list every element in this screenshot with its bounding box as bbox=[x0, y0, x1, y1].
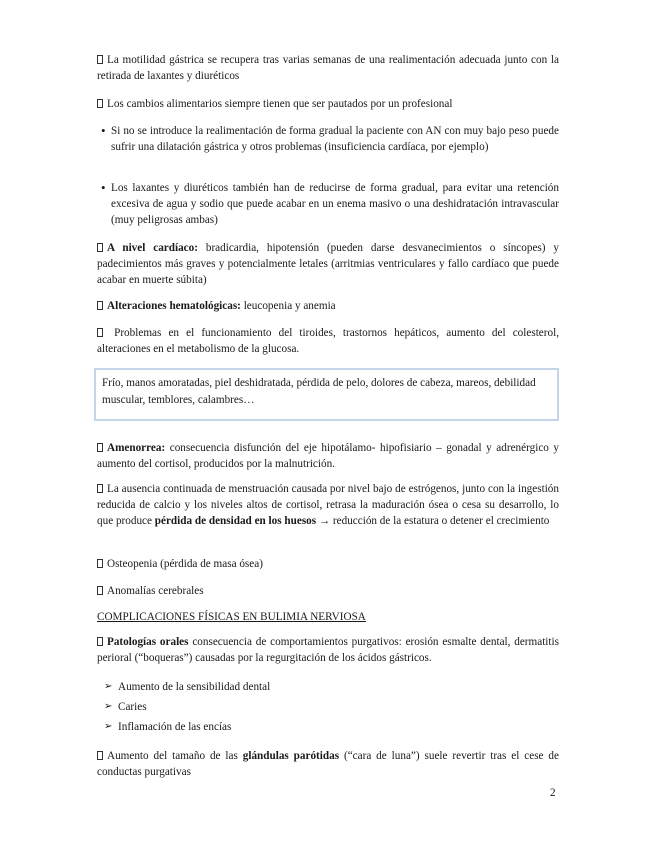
section-heading: COMPLICACIONES FÍSICAS EN BULIMIA NERVIOSA bbox=[97, 611, 366, 623]
missing-glyph-icon bbox=[97, 443, 103, 452]
missing-glyph-icon bbox=[97, 586, 103, 595]
page-number: 2 bbox=[550, 787, 556, 799]
arrow-bullet-icon: ➢ bbox=[104, 701, 113, 712]
symptoms-box: Frío, manos amoratadas, piel deshidratada, pérdida de pelo, dolores de cabeza, mareos, debilidad muscular, temblores, calambres… bbox=[94, 368, 559, 421]
paragraph-osteopenia: Osteopenia (pérdida de masa ósea) bbox=[97, 556, 559, 572]
bullet-dot-icon: • bbox=[101, 180, 106, 195]
arrow-item-gums: ➢ Inflamación de las encías bbox=[118, 719, 558, 735]
arrow-bullet-icon: ➢ bbox=[104, 681, 113, 692]
arrow-item-sensitivity: ➢ Aumento de la sensibilidad dental bbox=[118, 679, 558, 695]
bullet-item-realimentation: • Si no se introduce la realimentación de forma gradual la paciente con AN con muy bajo peso puede sufrir una dilatación gástrica y otros problemas (insuficiencia cardíaca, por ejemplo) bbox=[101, 123, 559, 154]
bullet-dot-icon: • bbox=[101, 123, 106, 138]
missing-glyph-icon bbox=[97, 55, 103, 64]
missing-glyph-icon bbox=[97, 243, 103, 252]
paragraph-hematologic: Alteraciones hematológicas: leucopenia y anemia bbox=[97, 298, 559, 314]
paragraph-gastric-motility: La motilidad gástrica se recupera tras varias semanas de una realimentación adecuada junto con la retirada de laxantes y diuréticos bbox=[97, 54, 559, 83]
paragraph-thyroid: Problemas en el funcionamiento del tiroides, trastornos hepáticos, aumento del colesterol, alteraciones en el metabolismo de la glucosa. bbox=[97, 327, 559, 356]
missing-glyph-icon bbox=[97, 328, 103, 337]
arrow-item-caries: ➢ Caries bbox=[118, 699, 558, 715]
paragraph-diet-changes: Los cambios alimentarios siempre tienen que ser pautados por un profesional bbox=[97, 96, 559, 112]
missing-glyph-icon bbox=[97, 751, 103, 760]
missing-glyph-icon bbox=[97, 99, 103, 108]
paragraph-brain: Anomalías cerebrales bbox=[97, 583, 559, 599]
paragraph-bone-density: La ausencia continuada de menstruación causada por nivel bajo de estrógenos, junto con la ingestión reducida de calcio y los niveles altos de cortisol, retrasa la maduración ósea o cesa su desarrollo, lo que produce pérdida de densidad en los huesos → reducción de la estatura o detener el crecimiento bbox=[97, 483, 559, 528]
paragraph-cardiac: A nivel cardíaco: bradicardia, hipotensión (pueden darse desvanecimientos o síncopes) y padecimientos más graves y potencialmente letales (arritmias ventriculares y fallo cardíaco que puede acabar en muerte súbita) bbox=[97, 242, 559, 287]
missing-glyph-icon bbox=[97, 301, 103, 310]
paragraph-oral-pathologies: Patologías orales consecuencia de comportamientos purgativos: erosión esmalte dental, dermatitis perioral (“boqueras”) causadas por la regurgitación de los ácidos gástricos. bbox=[97, 636, 559, 665]
arrow-bullet-icon: ➢ bbox=[104, 721, 113, 732]
paragraph-parotid: Aumento del tamaño de las glándulas parótidas (“cara de luna”) suele revertir tras el cese de conductas purgativas bbox=[97, 750, 559, 779]
missing-glyph-icon bbox=[97, 637, 103, 646]
missing-glyph-icon bbox=[97, 559, 103, 568]
bullet-item-laxatives: • Los laxantes y diuréticos también han de reducirse de forma gradual, para evitar una retención excesiva de agua y sodio que puede acabar en un enema masivo o una deshidratación intravascular (muy peligrosas ambas) bbox=[101, 180, 559, 227]
paragraph-amenorrhea: Amenorrea: consecuencia disfunción del eje hipotálamo- hipofisiario – gonadal y adrenérgico y aumento del cortisol, producidos por la malnutrición. bbox=[97, 442, 559, 471]
missing-glyph-icon bbox=[97, 484, 103, 493]
